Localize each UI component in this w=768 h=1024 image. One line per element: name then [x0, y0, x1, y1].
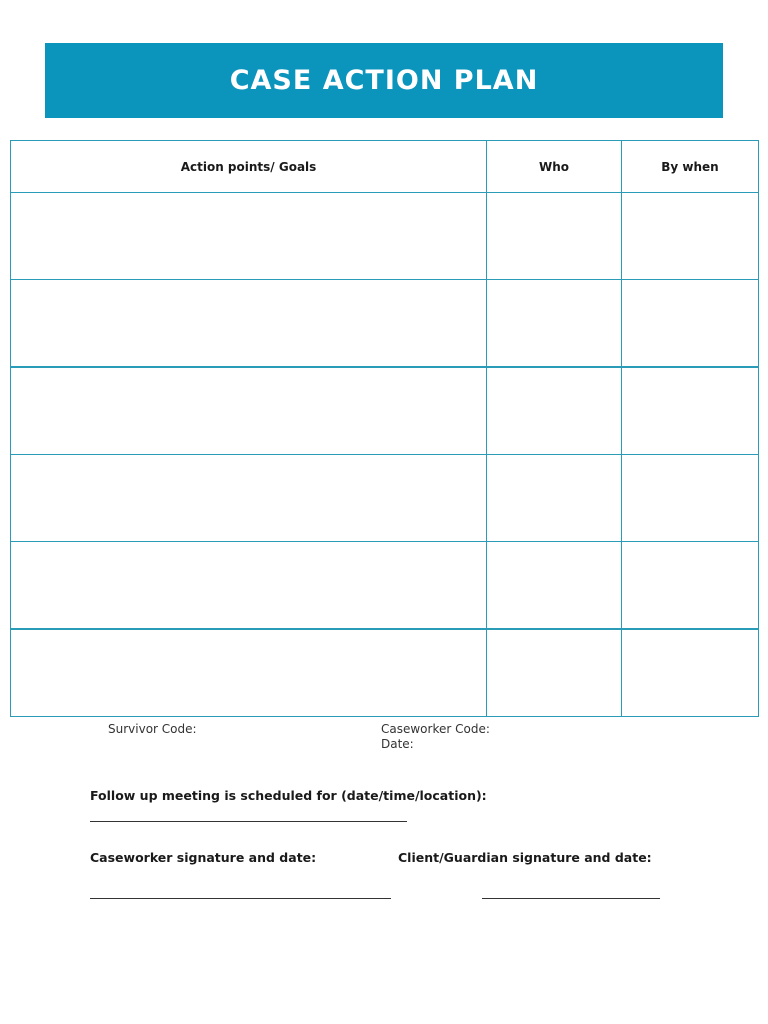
followup-label: Follow up meeting is scheduled for (date/time/location):: [90, 788, 487, 803]
page-title: CASE ACTION PLAN: [229, 65, 539, 96]
table-row: [11, 542, 759, 630]
date-label: Date:: [381, 737, 414, 751]
who-cell[interactable]: [487, 629, 622, 717]
client-signature-label: Client/Guardian signature and date:: [398, 850, 652, 865]
title-banner: [45, 43, 723, 118]
action-point-cell[interactable]: [11, 367, 487, 455]
by-when-cell[interactable]: [622, 629, 759, 717]
column-header-who: Who: [487, 141, 622, 193]
table-row: [11, 629, 759, 717]
action-plan-table: [10, 140, 759, 717]
survivor-code-label: Survivor Code:: [108, 722, 197, 736]
caseworker-code-block: [381, 722, 490, 752]
action-point-cell[interactable]: [11, 280, 487, 368]
action-point-cell[interactable]: [11, 542, 487, 630]
who-cell[interactable]: [487, 455, 622, 542]
who-cell[interactable]: [487, 193, 622, 280]
who-cell[interactable]: [487, 367, 622, 455]
who-cell[interactable]: [487, 280, 622, 368]
caseworker-signature-label: Caseworker signature and date:: [90, 850, 317, 865]
table-row: [11, 280, 759, 368]
by-when-cell[interactable]: [622, 455, 759, 542]
action-point-cell[interactable]: [11, 629, 487, 717]
column-header-by-when: By when: [622, 141, 759, 193]
caseworker-code-label: Caseworker Code:: [381, 722, 490, 736]
by-when-cell[interactable]: [622, 193, 759, 280]
by-when-cell[interactable]: [622, 542, 759, 630]
table-header-row: [11, 141, 759, 193]
followup-blank-line[interactable]: [90, 821, 407, 822]
by-when-cell[interactable]: [622, 367, 759, 455]
client-signature-line[interactable]: [482, 898, 660, 899]
action-point-cell[interactable]: [11, 193, 487, 280]
table-row: [11, 455, 759, 542]
who-cell[interactable]: [487, 542, 622, 630]
table-row: [11, 367, 759, 455]
table-row: [11, 193, 759, 280]
caseworker-signature-line[interactable]: [90, 898, 391, 899]
by-when-cell[interactable]: [622, 280, 759, 368]
column-header-action-points: Action points/ Goals: [11, 141, 487, 193]
action-point-cell[interactable]: [11, 455, 487, 542]
